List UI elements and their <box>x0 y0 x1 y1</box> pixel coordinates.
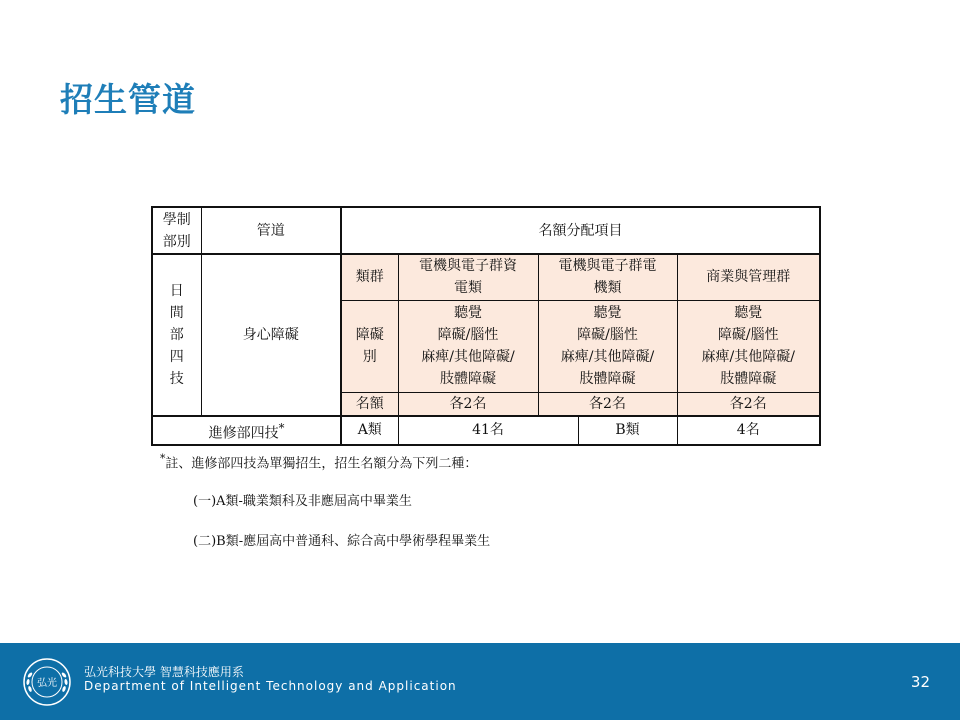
channel-cell: 身心障礙 <box>201 254 341 416</box>
disability-line: 肢體障礙 <box>579 371 636 387</box>
group-1-line1: 電機與電子群資 <box>419 258 517 275</box>
note-class-a: (一)A類-職業類科及非應屆高中畢業生 <box>193 494 412 509</box>
footer-dept-name: Department of Intelligent Technology and Application <box>84 679 457 693</box>
quota-cell-3: 各2名 <box>677 392 820 416</box>
evening-mark: * <box>278 420 285 435</box>
group-3-line1: 商業與管理群 <box>706 269 791 286</box>
group-2-line1: 電機與電子群電 <box>558 258 657 275</box>
disability-line: 聽覺 <box>454 305 482 321</box>
note-class-b: (二)B類-應屆高中普通科、綜合高中學術學程畢業生 <box>193 534 491 549</box>
evening-label: 進修部四技 <box>208 425 279 442</box>
header-system-cell <box>152 207 201 254</box>
evening-label-cell <box>152 416 341 446</box>
class-a-cell: A類 <box>341 416 398 446</box>
disability-line: 障礙/腦性 <box>437 327 499 343</box>
disability-line: 障礙/腦性 <box>717 327 779 343</box>
disability-line: 麻痺/其他障礙/ <box>421 349 515 365</box>
label-quota: 名額 <box>341 392 398 416</box>
disability-cell-3 <box>677 300 820 392</box>
day-char: 四 <box>169 348 184 365</box>
day-char: 部 <box>169 326 184 343</box>
notes-block <box>160 452 491 549</box>
label-disability-line2: 別 <box>362 349 377 365</box>
disability-line: 麻痺/其他障礙/ <box>701 349 795 365</box>
note-main <box>160 452 477 471</box>
class-b-cell: B類 <box>578 416 677 446</box>
disability-line: 麻痺/其他障礙/ <box>560 349 655 365</box>
class-b-quota-cell: 4名 <box>677 416 820 446</box>
quota-cell-2: 各2名 <box>538 392 677 416</box>
label-disability-line1: 障礙 <box>355 327 384 343</box>
label-group: 類群 <box>341 254 398 300</box>
day-char: 間 <box>169 304 184 321</box>
day-char: 日 <box>169 282 184 299</box>
header-channel: 管道 <box>201 207 341 254</box>
table-row-evening <box>152 416 820 446</box>
note-mark: * <box>160 452 166 465</box>
university-logo-icon <box>22 657 72 707</box>
table-row-group <box>152 254 820 300</box>
footer-school-name: 弘光科技大學 智慧科技應用系 <box>84 665 244 679</box>
disability-line: 肢體障礙 <box>440 371 496 387</box>
disability-cell-1 <box>398 300 538 392</box>
disability-line: 聽覺 <box>593 305 622 321</box>
disability-line: 聽覺 <box>734 305 763 321</box>
slide-title: 招生管道 <box>60 80 196 119</box>
group-cell-1 <box>398 254 538 300</box>
table-header-row <box>152 207 820 254</box>
quota-table <box>151 206 821 446</box>
note-main-text: 註、進修部四技為單獨招生，招生名額分為下列二種： <box>165 456 478 472</box>
logo-text: 弘光 <box>37 678 57 689</box>
label-disability <box>341 300 398 392</box>
group-2-line2: 機類 <box>593 280 622 297</box>
day-char: 技 <box>169 370 184 387</box>
header-allocation: 名額分配項目 <box>341 207 820 254</box>
footer-bar <box>0 643 960 720</box>
class-a-quota-cell: 41名 <box>398 416 578 446</box>
header-system-line1: 學制 <box>162 211 191 228</box>
quota-cell-1: 各2名 <box>398 392 538 416</box>
disability-line: 障礙/腦性 <box>577 327 638 343</box>
disability-line: 肢體障礙 <box>720 371 777 387</box>
group-1-line2: 電類 <box>454 280 482 297</box>
header-system-line2: 部別 <box>162 233 191 250</box>
group-cell-3 <box>677 254 820 300</box>
disability-cell-2 <box>538 300 677 392</box>
group-cell-2 <box>538 254 677 300</box>
page-number: 32 <box>910 673 930 691</box>
day-division-cell <box>152 254 201 416</box>
